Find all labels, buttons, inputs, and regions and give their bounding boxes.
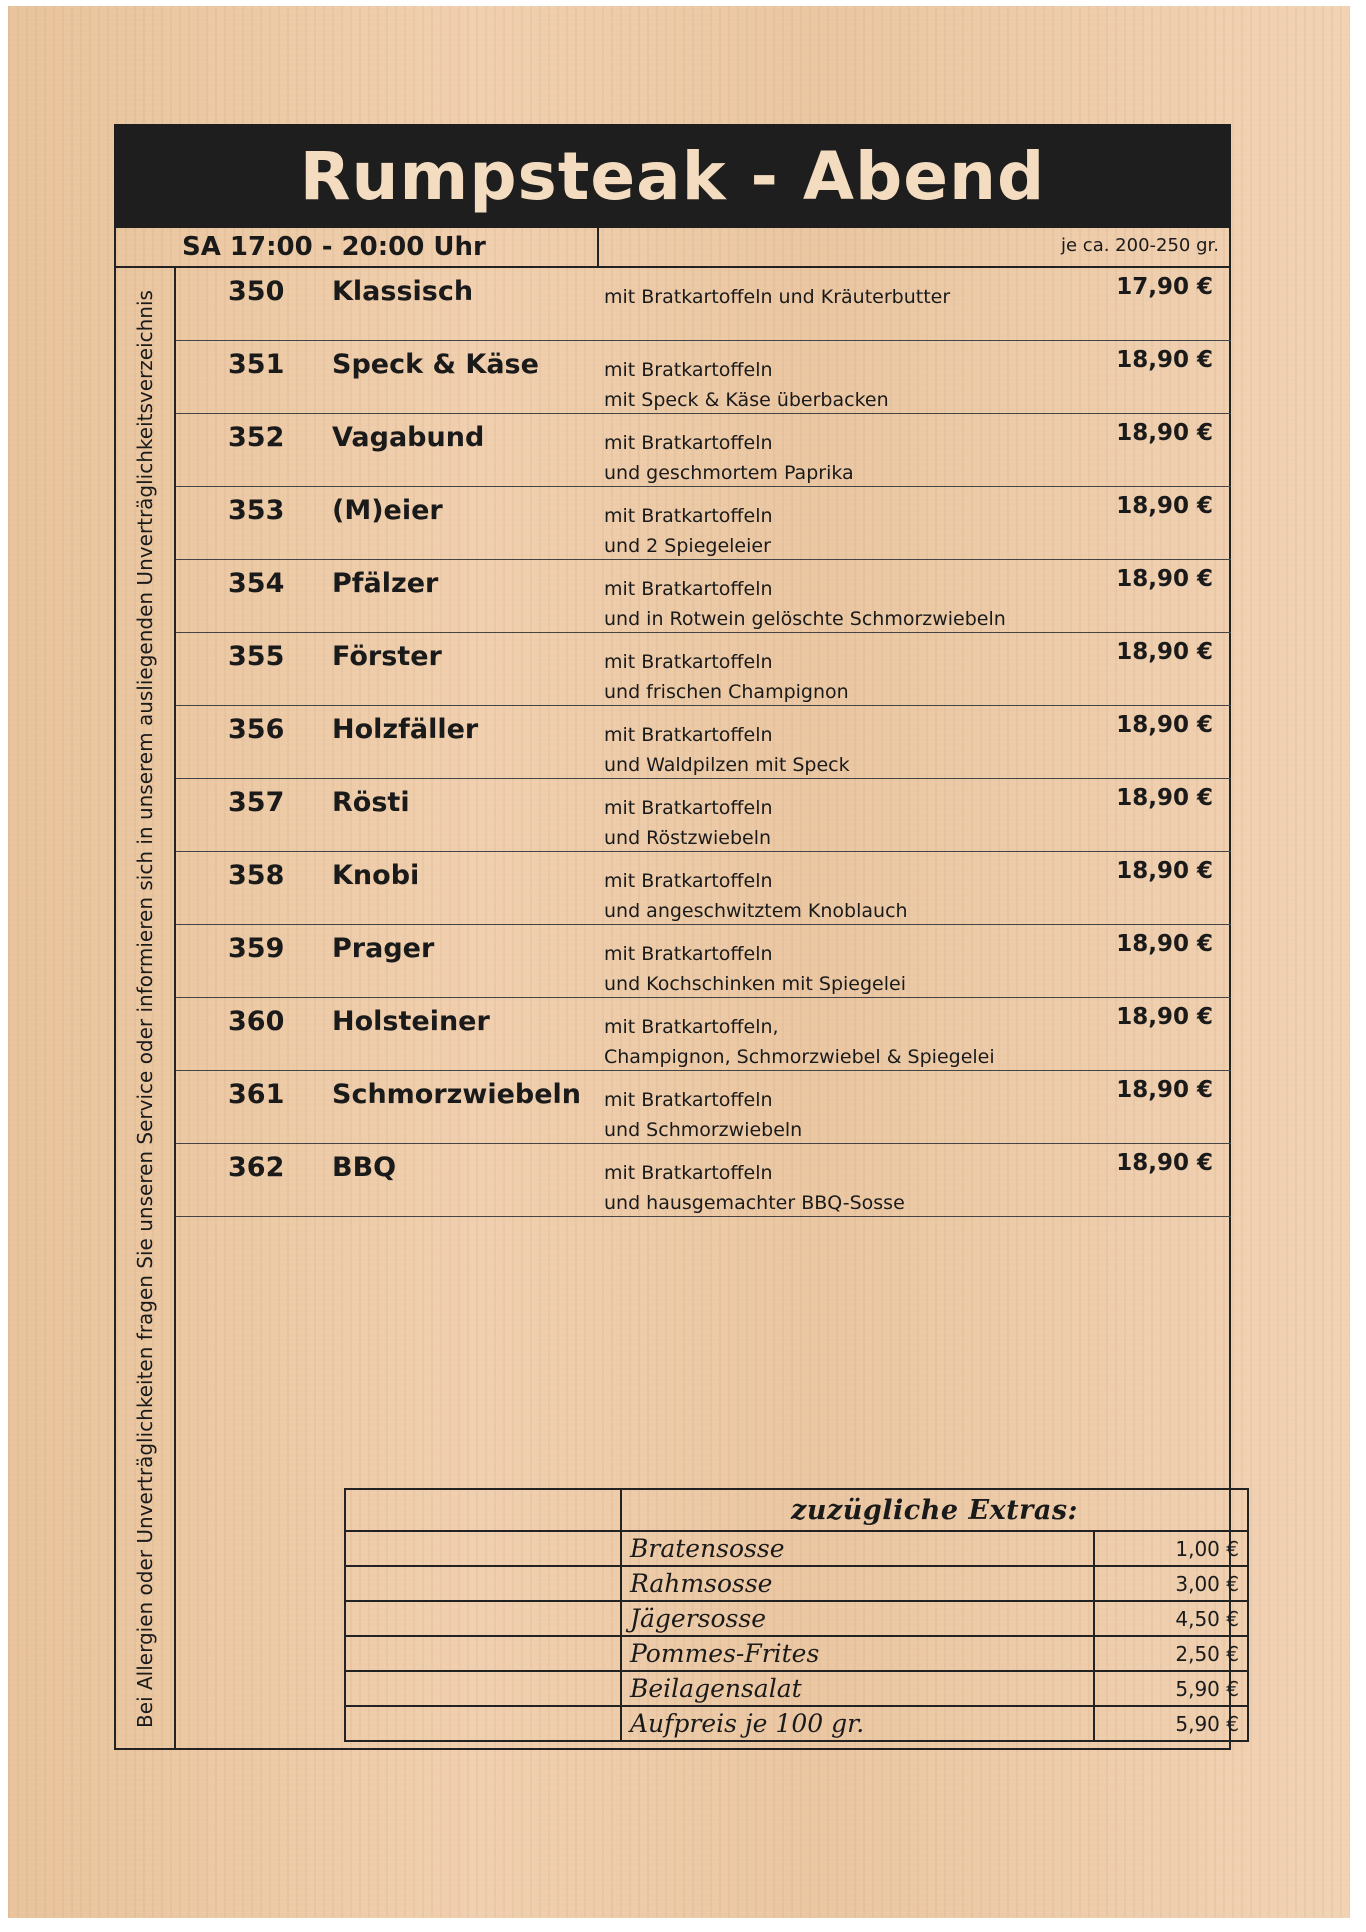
item-description-line: mit Bratkartoffeln bbox=[604, 432, 773, 454]
extra-price: 5,90 € bbox=[1094, 1706, 1248, 1741]
item-name: Klassisch bbox=[332, 276, 474, 307]
item-price: 18,90 € bbox=[1116, 1077, 1213, 1103]
item-number: 350 bbox=[228, 276, 285, 307]
item-price: 18,90 € bbox=[1116, 1004, 1213, 1030]
extras-row bbox=[345, 1706, 1248, 1741]
extra-label: Rahmsosse bbox=[621, 1566, 1094, 1601]
item-number: 360 bbox=[228, 1006, 285, 1037]
item-price: 18,90 € bbox=[1116, 420, 1213, 446]
extra-label: Bratensosse bbox=[621, 1531, 1094, 1566]
item-number: 356 bbox=[228, 714, 285, 745]
item-number: 353 bbox=[228, 495, 285, 526]
menu-item bbox=[176, 706, 1231, 779]
extra-label: Aufpreis je 100 gr. bbox=[621, 1706, 1094, 1741]
extra-label: Beilagensalat bbox=[621, 1671, 1094, 1706]
menu-card bbox=[8, 6, 1350, 1918]
item-number: 355 bbox=[228, 641, 285, 672]
menu-item bbox=[176, 1071, 1231, 1144]
item-description-line: und Waldpilzen mit Speck bbox=[604, 754, 850, 776]
item-price: 18,90 € bbox=[1116, 785, 1213, 811]
extras-row bbox=[345, 1531, 1248, 1566]
item-description-line: und in Rotwein gelöschte Schmorzwiebeln bbox=[604, 608, 1006, 630]
extras-blank-cell bbox=[345, 1566, 621, 1601]
extra-price: 4,50 € bbox=[1094, 1601, 1248, 1636]
menu-item bbox=[176, 268, 1231, 341]
menu-title-bar bbox=[114, 124, 1231, 228]
item-description-line: mit Bratkartoffeln bbox=[604, 1089, 773, 1111]
item-description bbox=[604, 1012, 995, 1072]
item-description-line: mit Bratkartoffeln bbox=[604, 578, 773, 600]
item-description-line: und Kochschinken mit Spiegelei bbox=[604, 973, 906, 995]
item-description bbox=[604, 574, 1006, 634]
item-description-line: mit Bratkartoffeln bbox=[604, 359, 773, 381]
item-price: 18,90 € bbox=[1116, 1150, 1213, 1176]
item-description-line: mit Bratkartoffeln bbox=[604, 505, 773, 527]
extras-blank-cell bbox=[345, 1706, 621, 1741]
item-description bbox=[604, 720, 850, 780]
item-description-line: mit Bratkartoffeln bbox=[604, 943, 773, 965]
extras-row bbox=[345, 1566, 1248, 1601]
item-number: 358 bbox=[228, 860, 285, 891]
item-description-line: mit Bratkartoffeln bbox=[604, 870, 773, 892]
item-description-line: und Schmorzwiebeln bbox=[604, 1119, 803, 1141]
item-name: (M)eier bbox=[332, 495, 443, 526]
item-name: Knobi bbox=[332, 860, 420, 891]
item-price: 18,90 € bbox=[1116, 639, 1213, 665]
item-name: Pfälzer bbox=[332, 568, 439, 599]
allergy-notice: Bei Allergien oder Unverträglichkeiten fragen Sie unseren Service oder informieren sich in unserem ausliegenden Unverträglichkeitsverzeichnis bbox=[133, 290, 157, 1728]
menu-item bbox=[176, 487, 1231, 560]
item-name: Vagabund bbox=[332, 422, 485, 453]
item-name: Speck & Käse bbox=[332, 349, 539, 380]
item-description-line: mit Bratkartoffeln und Kräuterbutter bbox=[604, 286, 951, 308]
menu-item bbox=[176, 1144, 1231, 1217]
item-description bbox=[604, 1158, 905, 1218]
extra-price: 3,00 € bbox=[1094, 1566, 1248, 1601]
extras-row bbox=[345, 1671, 1248, 1706]
item-price: 18,90 € bbox=[1116, 931, 1213, 957]
allergy-notice-column bbox=[114, 268, 176, 1750]
menu-item bbox=[176, 633, 1231, 706]
item-number: 359 bbox=[228, 933, 285, 964]
item-name: Prager bbox=[332, 933, 435, 964]
extras-table bbox=[344, 1488, 1249, 1742]
weight-note: je ca. 200-250 gr. bbox=[1061, 235, 1219, 256]
item-number: 362 bbox=[228, 1152, 285, 1183]
item-name: Rösti bbox=[332, 787, 410, 818]
item-name: Holsteiner bbox=[332, 1006, 490, 1037]
extras-heading: zuzügliche Extras: bbox=[621, 1489, 1248, 1531]
item-description-line: und angeschwitztem Knoblauch bbox=[604, 900, 908, 922]
item-description bbox=[604, 866, 908, 926]
menu-item bbox=[176, 341, 1231, 414]
menu-item bbox=[176, 925, 1231, 998]
menu-item bbox=[176, 560, 1231, 633]
item-description-line: und 2 Spiegeleier bbox=[604, 535, 771, 557]
item-price: 18,90 € bbox=[1116, 566, 1213, 592]
item-description-line: mit Bratkartoffeln bbox=[604, 1162, 773, 1184]
menu-item bbox=[176, 852, 1231, 925]
item-price: 18,90 € bbox=[1116, 493, 1213, 519]
item-description-line: mit Bratkartoffeln bbox=[604, 797, 773, 819]
item-number: 352 bbox=[228, 422, 285, 453]
extra-price: 5,90 € bbox=[1094, 1671, 1248, 1706]
item-price: 17,90 € bbox=[1116, 274, 1213, 300]
item-number: 357 bbox=[228, 787, 285, 818]
extra-price: 1,00 € bbox=[1094, 1531, 1248, 1566]
item-description bbox=[604, 793, 773, 853]
item-description-line: und hausgemachter BBQ-Sosse bbox=[604, 1192, 905, 1214]
item-description-line: Champignon, Schmorzwiebel & Spiegelei bbox=[604, 1046, 995, 1068]
item-description bbox=[604, 647, 849, 707]
item-description bbox=[604, 282, 950, 312]
item-number: 361 bbox=[228, 1079, 285, 1110]
extras-blank-cell bbox=[345, 1671, 621, 1706]
item-description-line: mit Bratkartoffeln bbox=[604, 724, 773, 746]
item-description-line: und geschmortem Paprika bbox=[604, 462, 854, 484]
item-description bbox=[604, 355, 889, 415]
item-price: 18,90 € bbox=[1116, 858, 1213, 884]
item-description-line: und frischen Champignon bbox=[604, 681, 849, 703]
item-name: BBQ bbox=[332, 1152, 397, 1183]
item-number: 351 bbox=[228, 349, 285, 380]
menu-items bbox=[176, 268, 1231, 1217]
extra-price: 2,50 € bbox=[1094, 1636, 1248, 1671]
hours-row bbox=[114, 228, 1231, 268]
item-price: 18,90 € bbox=[1116, 347, 1213, 373]
item-description-line: und Röstzwiebeln bbox=[604, 827, 772, 849]
extras-row bbox=[345, 1601, 1248, 1636]
extras-blank-cell bbox=[345, 1489, 621, 1531]
extras-row bbox=[345, 1636, 1248, 1671]
extra-label: Jägersosse bbox=[621, 1601, 1094, 1636]
menu-item bbox=[176, 998, 1231, 1071]
item-name: Holzfäller bbox=[332, 714, 479, 745]
item-description bbox=[604, 501, 773, 561]
item-description-line: mit Bratkartoffeln bbox=[604, 651, 773, 673]
extras-blank-cell bbox=[345, 1601, 621, 1636]
menu-item bbox=[176, 414, 1231, 487]
extras-blank-cell bbox=[345, 1636, 621, 1671]
menu-title: Rumpsteak - Abend bbox=[299, 137, 1046, 215]
item-description bbox=[604, 939, 906, 999]
item-name: Förster bbox=[332, 641, 442, 672]
item-price: 18,90 € bbox=[1116, 712, 1213, 738]
extra-label: Pommes-Frites bbox=[621, 1636, 1094, 1671]
item-description-line: mit Speck & Käse überbacken bbox=[604, 389, 889, 411]
item-description bbox=[604, 428, 854, 488]
item-name: Schmorzwiebeln bbox=[332, 1079, 582, 1110]
item-description bbox=[604, 1085, 802, 1145]
hours-divider bbox=[597, 228, 599, 268]
item-description-line: mit Bratkartoffeln, bbox=[604, 1016, 779, 1038]
opening-hours: SA 17:00 - 20:00 Uhr bbox=[182, 232, 486, 262]
extras-blank-cell bbox=[345, 1531, 621, 1566]
menu-item bbox=[176, 779, 1231, 852]
item-number: 354 bbox=[228, 568, 285, 599]
